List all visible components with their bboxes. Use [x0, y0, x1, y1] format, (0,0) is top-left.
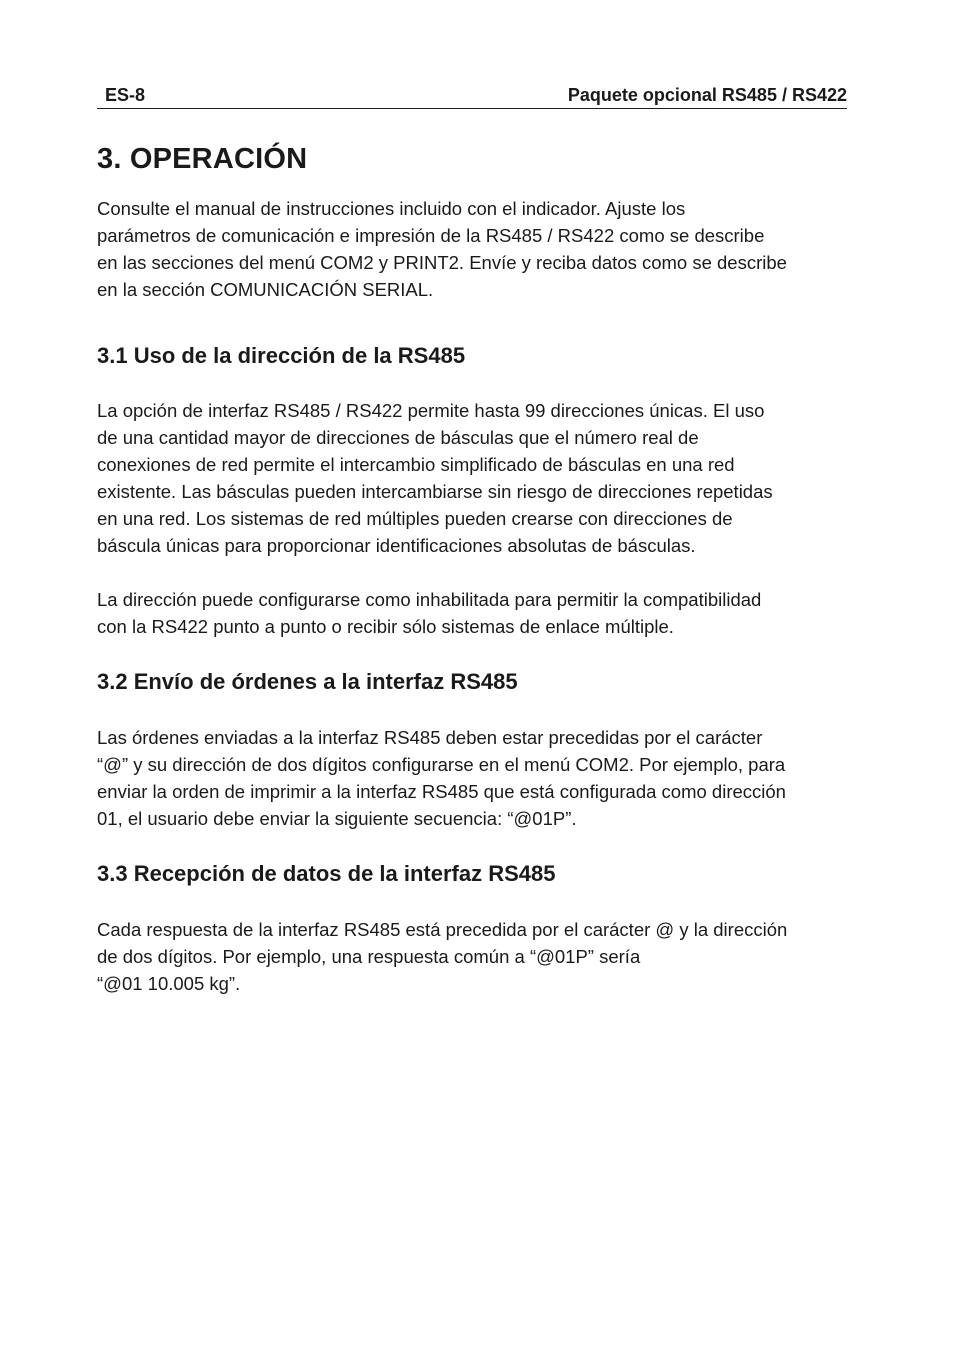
running-title: Paquete opcional RS485 / RS422	[567, 85, 847, 105]
subsection-3-3-title: 3.3 Recepción de datos de la interfaz RS485	[97, 861, 556, 886]
document-page	[97, 82, 857, 997]
subsection-3-3-paragraph-1: Cada respuesta de la interfaz RS485 está precedida por el carácter @ y la dirección de dos dígitos. Por ejemplo, una respuesta común a “@01P” sería “@01 10.005 kg”.	[97, 919, 788, 994]
subsection-3-1-paragraph-2: La dirección puede configurarse como inhabilitada para permitir la compatibilidad con la RS422 punto a punto o recibir sólo sistemas de enlace múltiple.	[97, 589, 762, 637]
subsection-3-1-title: 3.1 Uso de la dirección de la RS485	[97, 343, 466, 368]
page-number: ES-8	[105, 85, 146, 105]
subsection-3-1-paragraph-1: La opción de interfaz RS485 / RS422 permite hasta 99 direcciones únicas. El uso de una cantidad mayor de direcciones de básculas que el número real de conexiones de red permite el intercambio simplificado de básculas en una red existente. Las básculas pueden intercambiarse sin riesgo de direcciones repetidas en una red. Los sistemas de red múltiples pueden crearse con direcciones de báscula únicas para proporcionar identificaciones absolutas de básculas.	[97, 400, 773, 556]
section-title: 3. OPERACIÓN	[97, 143, 308, 175]
section-intro-paragraph: Consulte el manual de instrucciones incluido con el indicador. Ajuste los parámetros de comunicación e impresión de la RS485 / RS422 como se describe en las secciones del menú COM2 y PRINT2. Envíe y reciba datos como se describe en la sección COMUNICACIÓN SERIAL.	[97, 198, 787, 300]
subsection-3-2-title: 3.2 Envío de órdenes a la interfaz RS485	[97, 669, 518, 694]
page-header	[97, 82, 847, 109]
subsection-3-2-paragraph-1: Las órdenes enviadas a la interfaz RS485 deben estar precedidas por el carácter “@” y su dirección de dos dígitos configurarse en el menú COM2. Por ejemplo, para enviar la orden de imprimir a la interfaz RS485 que está configurada como dirección 01, el usuario debe enviar la siguiente secuencia: “@01P”.	[97, 727, 786, 829]
